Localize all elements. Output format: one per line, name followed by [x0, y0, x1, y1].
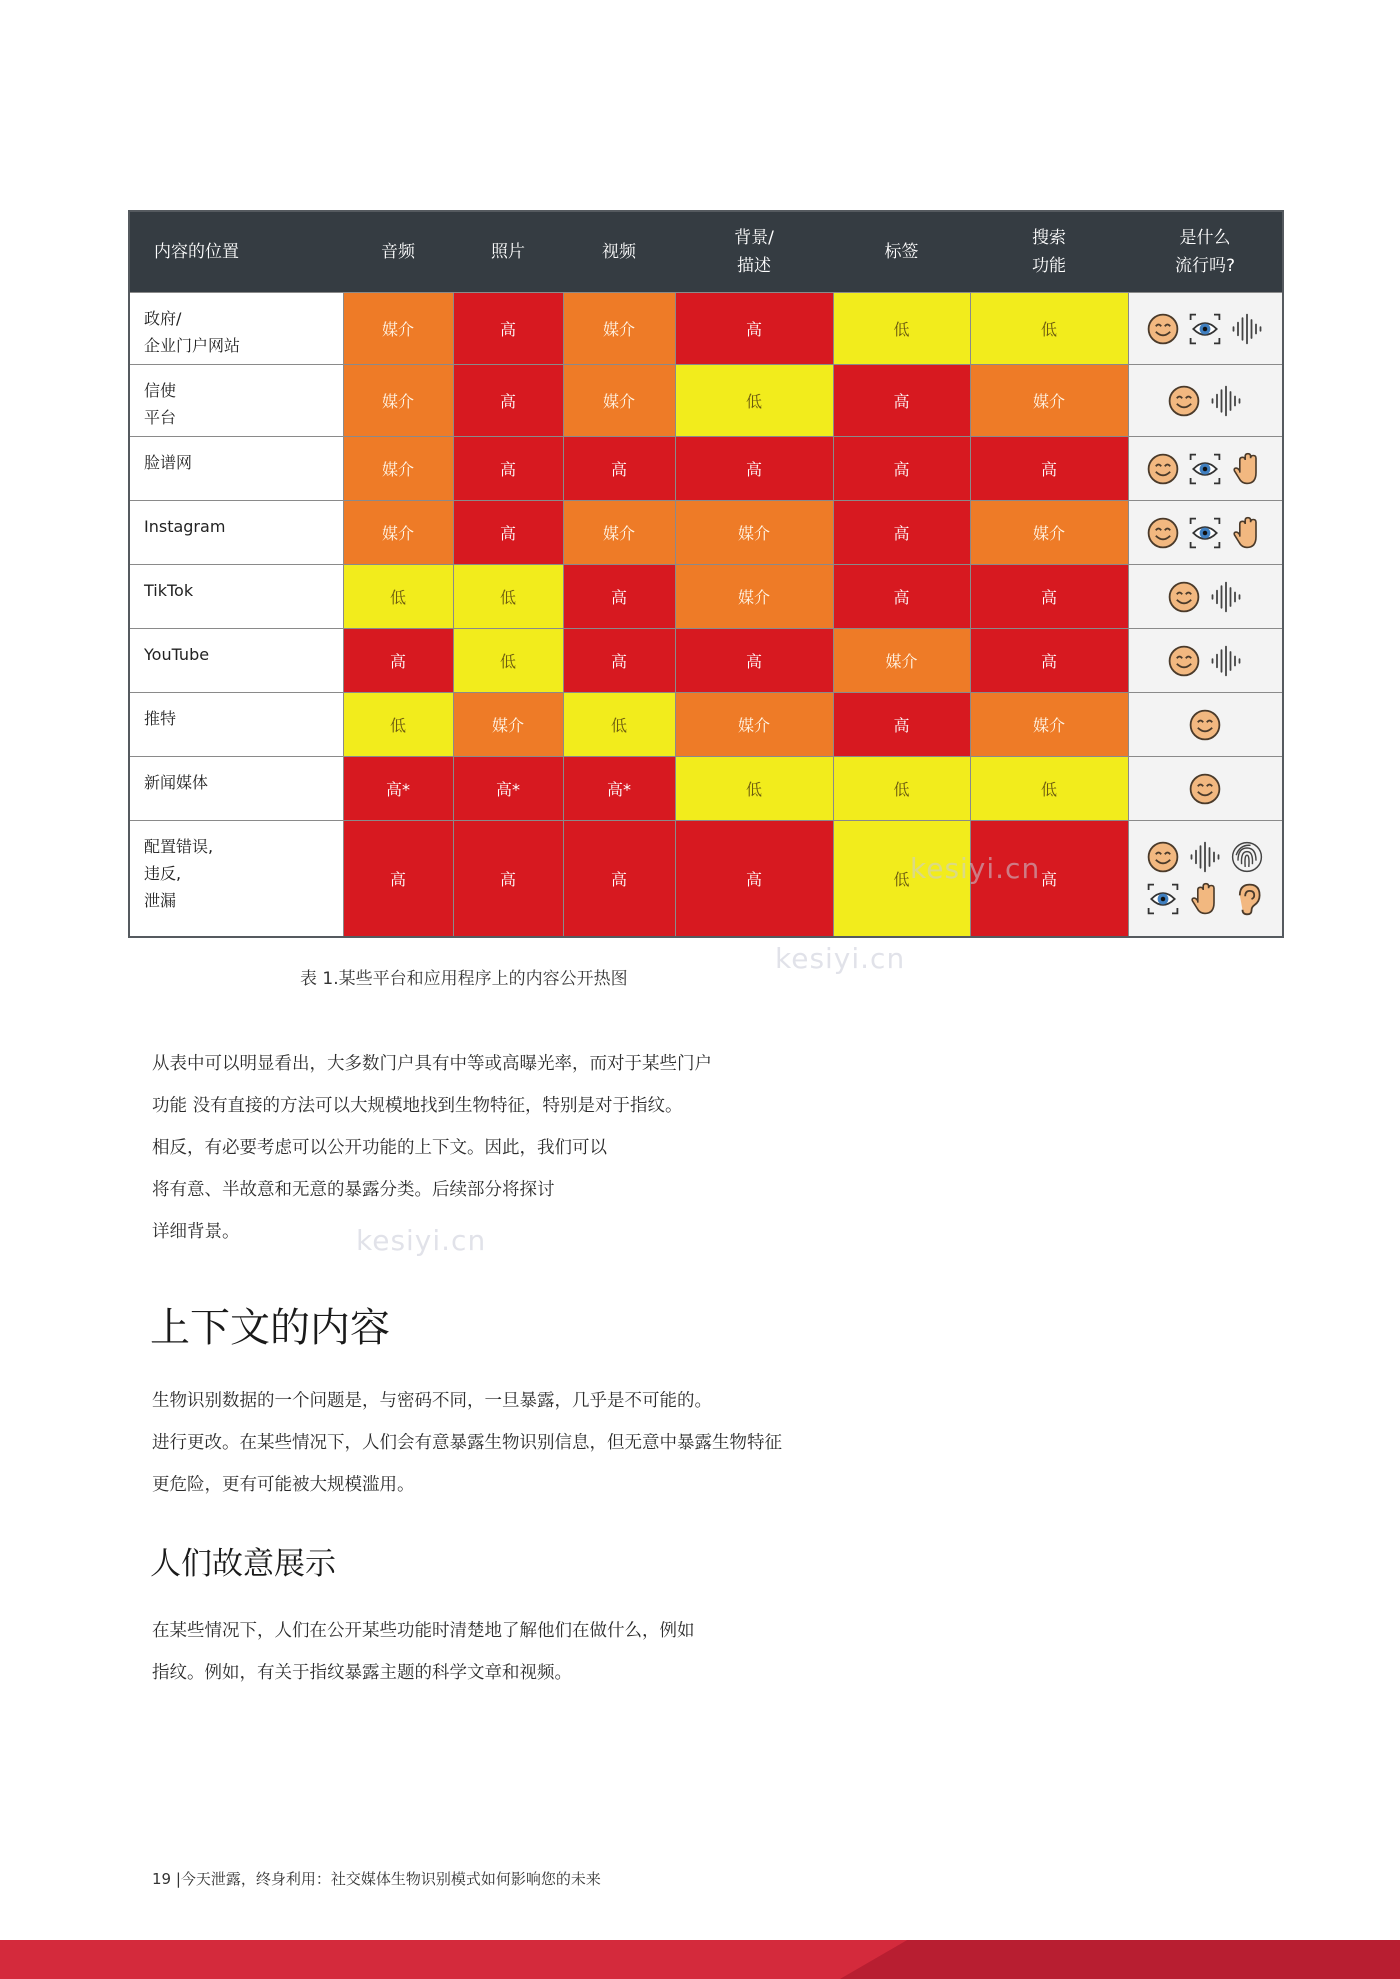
exposure-cell: 媒介	[833, 629, 970, 693]
table-row	[129, 565, 1283, 629]
exposure-cell: 高	[675, 629, 833, 693]
exposure-cell: 媒介	[970, 501, 1128, 565]
footer-band-accent	[840, 1940, 1400, 1979]
exposure-cell: 高	[675, 821, 833, 937]
exposure-cell: 高	[675, 437, 833, 501]
hand-icon	[1229, 451, 1265, 487]
exposure-cell: 低	[675, 757, 833, 821]
column-header: 照片	[453, 211, 563, 293]
table-body	[129, 293, 1283, 937]
exposure-cell: 高*	[343, 757, 453, 821]
smile-icon	[1145, 311, 1181, 347]
voice-icon	[1208, 383, 1244, 419]
exposure-cell: 高	[970, 629, 1128, 693]
exposure-cell: 高	[453, 365, 563, 437]
platform-name: 脸谱网	[129, 437, 343, 501]
watermark: kesiyi.cn	[910, 852, 1041, 885]
exposure-cell: 高	[833, 437, 970, 501]
text-line: 进行更改。在某些情况下，人们会有意暴露生物识别信息，但无意中暴露生物特征	[152, 1433, 782, 1453]
platform-name: 配置错误, 违反, 泄漏	[129, 821, 343, 937]
text-line: 生物识别数据的一个问题是，与密码不同，一旦暴露，几乎是不可能的。	[152, 1391, 712, 1411]
exposure-cell: 低	[453, 629, 563, 693]
exposure-cell: 高	[563, 565, 675, 629]
platform-name: Instagram	[129, 501, 343, 565]
table-row	[129, 437, 1283, 501]
ear-icon	[1229, 881, 1265, 917]
exposure-cell: 高*	[563, 757, 675, 821]
table-row	[129, 821, 1283, 937]
smile-icon	[1166, 579, 1202, 615]
watermark: kesiyi.cn	[775, 942, 906, 975]
exposure-cell: 高	[970, 821, 1128, 937]
exposure-cell: 高*	[453, 757, 563, 821]
hand-icon	[1187, 881, 1223, 917]
exposure-cell: 高	[970, 565, 1128, 629]
exposure-cell: 高	[453, 437, 563, 501]
exposure-cell: 低	[563, 693, 675, 757]
platform-name: YouTube	[129, 629, 343, 693]
biometric-icons-cell	[1128, 293, 1283, 365]
text-line: 更危险，更有可能被大规模滥用。	[152, 1475, 415, 1495]
exposure-cell: 媒介	[970, 693, 1128, 757]
biometric-icons-cell	[1128, 821, 1283, 937]
biometric-icons-cell	[1128, 693, 1283, 757]
biometric-icons-cell	[1128, 501, 1283, 565]
exposure-cell: 媒介	[343, 501, 453, 565]
exposure-cell: 高	[453, 501, 563, 565]
exposure-cell: 高	[563, 629, 675, 693]
exposure-cell: 低	[970, 757, 1128, 821]
table-row	[129, 629, 1283, 693]
biometric-icons-cell	[1128, 629, 1283, 693]
exposure-cell: 低	[833, 293, 970, 365]
exposure-cell: 低	[833, 821, 970, 937]
voice-icon	[1208, 643, 1244, 679]
platform-name: 信使 平台	[129, 365, 343, 437]
exposure-heatmap-table	[128, 210, 1284, 938]
smile-icon	[1145, 839, 1181, 875]
column-header: 搜索 功能	[970, 211, 1128, 293]
exposure-cell: 媒介	[675, 693, 833, 757]
voice-icon	[1208, 579, 1244, 615]
text-line: 详细背景。	[152, 1222, 240, 1242]
exposure-cell: 高	[453, 821, 563, 937]
page-footer: 19 |今天泄露，终身利用：社交媒体生物识别模式如何影响您的未来	[152, 1870, 601, 1888]
text-line: 从表中可以明显看出，大多数门户具有中等或高曝光率，而对于某些门户	[152, 1054, 712, 1074]
voice-icon	[1187, 839, 1223, 875]
smile-icon	[1166, 643, 1202, 679]
platform-name: 新闻媒体	[129, 757, 343, 821]
exposure-cell: 低	[833, 757, 970, 821]
exposure-cell: 媒介	[453, 693, 563, 757]
text-line: 指纹。例如，有关于指纹暴露主题的科学文章和视频。	[152, 1663, 572, 1683]
text-line: 将有意、半故意和无意的暴露分类。后续部分将探讨	[152, 1180, 555, 1200]
exposure-cell: 高	[833, 693, 970, 757]
exposure-cell: 高	[833, 501, 970, 565]
smile-icon	[1187, 771, 1223, 807]
exposure-cell: 媒介	[343, 293, 453, 365]
exposure-cell: 媒介	[343, 365, 453, 437]
table-row	[129, 293, 1283, 365]
voice-icon	[1229, 311, 1265, 347]
hand-icon	[1229, 515, 1265, 551]
watermark: kesiyi.cn	[356, 1224, 487, 1257]
column-header: 音频	[343, 211, 453, 293]
table-row	[129, 501, 1283, 565]
exposure-cell: 媒介	[675, 501, 833, 565]
exposure-cell: 高	[453, 293, 563, 365]
table-row	[129, 365, 1283, 437]
exposure-cell: 低	[970, 293, 1128, 365]
exposure-cell: 媒介	[343, 437, 453, 501]
column-header: 标签	[833, 211, 970, 293]
smile-icon	[1187, 707, 1223, 743]
exposure-cell: 低	[343, 565, 453, 629]
text-line: 功能 没有直接的方法可以大规模地找到生物特征，特别是对于指纹。	[152, 1096, 683, 1116]
exposure-cell: 高	[833, 565, 970, 629]
text-line: 在某些情况下，人们在公开某些功能时清楚地了解他们在做什么，例如	[152, 1621, 695, 1641]
column-header: 是什么 流行吗?	[1128, 211, 1283, 293]
exposure-cell: 高	[833, 365, 970, 437]
biometric-icons-cell	[1128, 757, 1283, 821]
section-paragraph	[152, 1380, 782, 1506]
exposure-cell: 媒介	[563, 293, 675, 365]
exposure-cell: 高	[970, 437, 1128, 501]
exposure-cell: 低	[343, 693, 453, 757]
exposure-cell: 低	[453, 565, 563, 629]
platform-name: 推特	[129, 693, 343, 757]
smile-icon	[1145, 451, 1181, 487]
eye-icon	[1187, 515, 1223, 551]
exposure-cell: 媒介	[563, 501, 675, 565]
table-header-row	[129, 211, 1283, 293]
exposure-cell: 媒介	[563, 365, 675, 437]
table-row	[129, 693, 1283, 757]
smile-icon	[1166, 383, 1202, 419]
exposure-cell: 高	[563, 821, 675, 937]
biometric-icons-cell	[1128, 565, 1283, 629]
biometric-icons-cell	[1128, 437, 1283, 501]
section-heading: 上下文的内容	[150, 1305, 390, 1351]
exposure-cell: 高	[343, 821, 453, 937]
eye-icon	[1145, 881, 1181, 917]
subsection-heading: 人们故意展示	[150, 1546, 336, 1582]
exposure-cell: 媒介	[675, 565, 833, 629]
eye-icon	[1187, 451, 1223, 487]
smile-icon	[1145, 515, 1181, 551]
text-line: 相反，有必要考虑可以公开功能的上下文。因此，我们可以	[152, 1138, 607, 1158]
exposure-cell: 高	[675, 293, 833, 365]
platform-name: 政府/ 企业门户网站	[129, 293, 343, 365]
biometric-icons-cell	[1128, 365, 1283, 437]
exposure-cell: 媒介	[970, 365, 1128, 437]
column-header: 内容的位置	[129, 211, 343, 293]
exposure-cell: 高	[343, 629, 453, 693]
column-header: 视频	[563, 211, 675, 293]
fingerprint-icon	[1229, 839, 1265, 875]
eye-icon	[1187, 311, 1223, 347]
exposure-cell: 低	[675, 365, 833, 437]
table-row	[129, 757, 1283, 821]
exposure-cell: 高	[563, 437, 675, 501]
platform-name: TikTok	[129, 565, 343, 629]
intro-paragraph	[152, 1043, 712, 1253]
table-caption: 表 1.某些平台和应用程序上的内容公开热图	[300, 969, 628, 989]
column-header: 背景/ 描述	[675, 211, 833, 293]
subsection-paragraph	[152, 1610, 695, 1694]
